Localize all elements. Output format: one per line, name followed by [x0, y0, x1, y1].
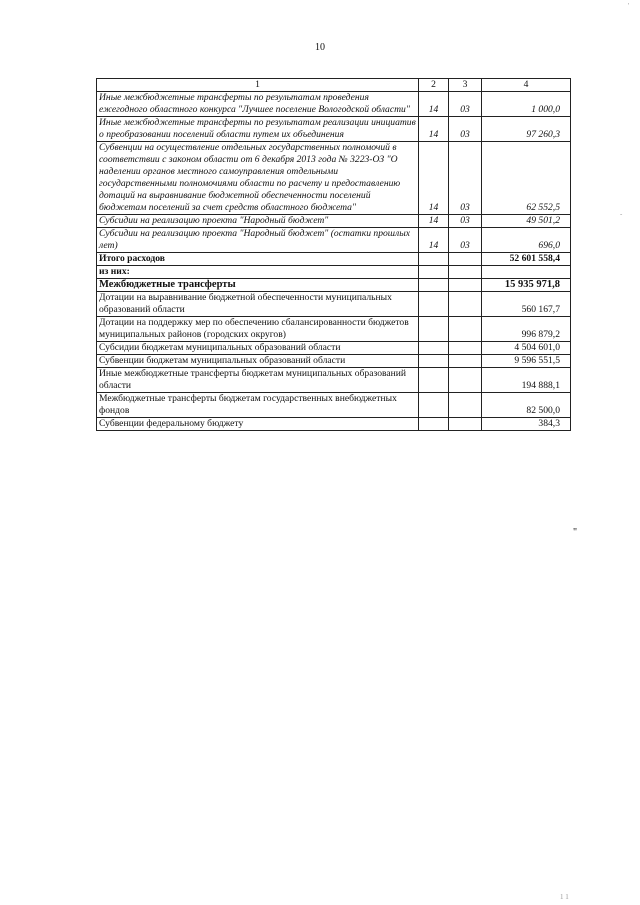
row-section-cell: 14	[419, 117, 449, 142]
row-amount-cell: 82 500,0	[482, 393, 571, 418]
table-row	[97, 342, 571, 355]
row-subsection-cell	[449, 279, 482, 292]
table-row	[97, 393, 571, 418]
row-name-cell: Иные межбюджетные трансферты по результатам проведения ежегодного областного конкурса "Лучшее поселение Вологодской области"	[97, 92, 419, 117]
table-row	[97, 317, 571, 342]
header-col-2: 2	[419, 79, 449, 92]
row-subsection-cell: 03	[449, 215, 482, 228]
row-name-cell: из них:	[97, 266, 419, 279]
row-subsection-cell	[449, 355, 482, 368]
row-amount-cell	[482, 266, 571, 279]
row-amount-cell: 15 935 971,8	[482, 279, 571, 292]
row-amount-cell: 52 601 558,4	[482, 253, 571, 266]
row-subsection-cell	[449, 418, 482, 431]
row-name-cell: Дотации на поддержку мер по обеспечению сбалансированности бюджетов муниципальных районов (городских округов)	[97, 317, 419, 342]
row-subsection-cell	[449, 253, 482, 266]
row-subsection-cell	[449, 368, 482, 393]
row-name-cell: Субсидии на реализацию проекта "Народный бюджет"	[97, 215, 419, 228]
row-subsection-cell	[449, 393, 482, 418]
row-subsection-cell: 03	[449, 117, 482, 142]
row-name-cell: Иные межбюджетные трансферты бюджетам муниципальных образований области	[97, 368, 419, 393]
row-amount-cell: 49 501,2	[482, 215, 571, 228]
row-name-cell: Межбюджетные трансферты	[97, 279, 419, 292]
scan-mark-middle: -	[620, 210, 623, 218]
row-section-cell	[419, 317, 449, 342]
row-name-cell: Иные межбюджетные трансферты по результатам реализации инициатив о преобразовании поселений области путем их объединения	[97, 117, 419, 142]
row-section-cell	[419, 355, 449, 368]
closing-quote: "	[573, 527, 578, 538]
row-name-cell: Итого расходов	[97, 253, 419, 266]
row-section-cell: 14	[419, 228, 449, 253]
table-row	[97, 266, 571, 279]
row-name-cell: Субвенции федеральному бюджету	[97, 418, 419, 431]
table-row	[97, 292, 571, 317]
table-row	[97, 279, 571, 292]
row-section-cell: 14	[419, 92, 449, 117]
row-amount-cell: 97 260,3	[482, 117, 571, 142]
row-subsection-cell	[449, 292, 482, 317]
row-amount-cell: 996 879,2	[482, 317, 571, 342]
header-col-3: 3	[449, 79, 482, 92]
table-row	[97, 253, 571, 266]
row-subsection-cell	[449, 266, 482, 279]
row-subsection-cell: 03	[449, 228, 482, 253]
row-subsection-cell	[449, 317, 482, 342]
row-name-cell: Субсидии бюджетам муниципальных образований области	[97, 342, 419, 355]
row-amount-cell: 560 167,7	[482, 292, 571, 317]
table-row	[97, 355, 571, 368]
row-section-cell	[419, 393, 449, 418]
table-row	[97, 117, 571, 142]
row-amount-cell: 4 504 601,0	[482, 342, 571, 355]
table-row	[97, 418, 571, 431]
row-section-cell	[419, 418, 449, 431]
header-col-4: 4	[482, 79, 571, 92]
row-amount-cell: 1 000,0	[482, 92, 571, 117]
row-section-cell: 14	[419, 215, 449, 228]
scan-mark-bottom: 1 1	[560, 893, 569, 901]
header-col-1: 1	[97, 79, 419, 92]
row-amount-cell: 62 552,5	[482, 142, 571, 215]
row-section-cell	[419, 253, 449, 266]
row-subsection-cell	[449, 342, 482, 355]
row-name-cell: Субсидии на реализацию проекта "Народный бюджет" (остатки прошлых лет)	[97, 228, 419, 253]
row-section-cell	[419, 292, 449, 317]
row-name-cell: Субвенции бюджетам муниципальных образований области	[97, 355, 419, 368]
row-section-cell	[419, 266, 449, 279]
table-row	[97, 368, 571, 393]
row-name-cell: Дотации на выравнивание бюджетной обеспеченности муниципальных образований области	[97, 292, 419, 317]
row-subsection-cell: 03	[449, 142, 482, 215]
page-number: 10	[315, 42, 325, 53]
row-section-cell	[419, 279, 449, 292]
table-row	[97, 142, 571, 215]
table-row	[97, 92, 571, 117]
row-section-cell	[419, 368, 449, 393]
table-row	[97, 215, 571, 228]
budget-table	[96, 78, 571, 431]
row-section-cell	[419, 342, 449, 355]
row-section-cell: 14	[419, 142, 449, 215]
row-name-cell: Субвенции на осуществление отдельных государственных полномочий в соответствии с законом области от 6 декабря 2013 года № 3223-ОЗ "О наделении органов местного самоуправления отдельными государственными полномочиями области по расчету и предоставлению дотаций на выравнивание бюджетной обеспеченности поселений бюджетам поселений за счет средств областного бюджета"	[97, 142, 419, 215]
row-amount-cell: 384,3	[482, 418, 571, 431]
row-amount-cell: 9 596 551,5	[482, 355, 571, 368]
scan-mark-top: '	[628, 2, 630, 10]
table-header-row	[97, 79, 571, 92]
row-name-cell: Межбюджетные трансферты бюджетам государственных внебюджетных фондов	[97, 393, 419, 418]
row-amount-cell: 194 888,1	[482, 368, 571, 393]
row-amount-cell: 696,0	[482, 228, 571, 253]
row-subsection-cell: 03	[449, 92, 482, 117]
table-row	[97, 228, 571, 253]
